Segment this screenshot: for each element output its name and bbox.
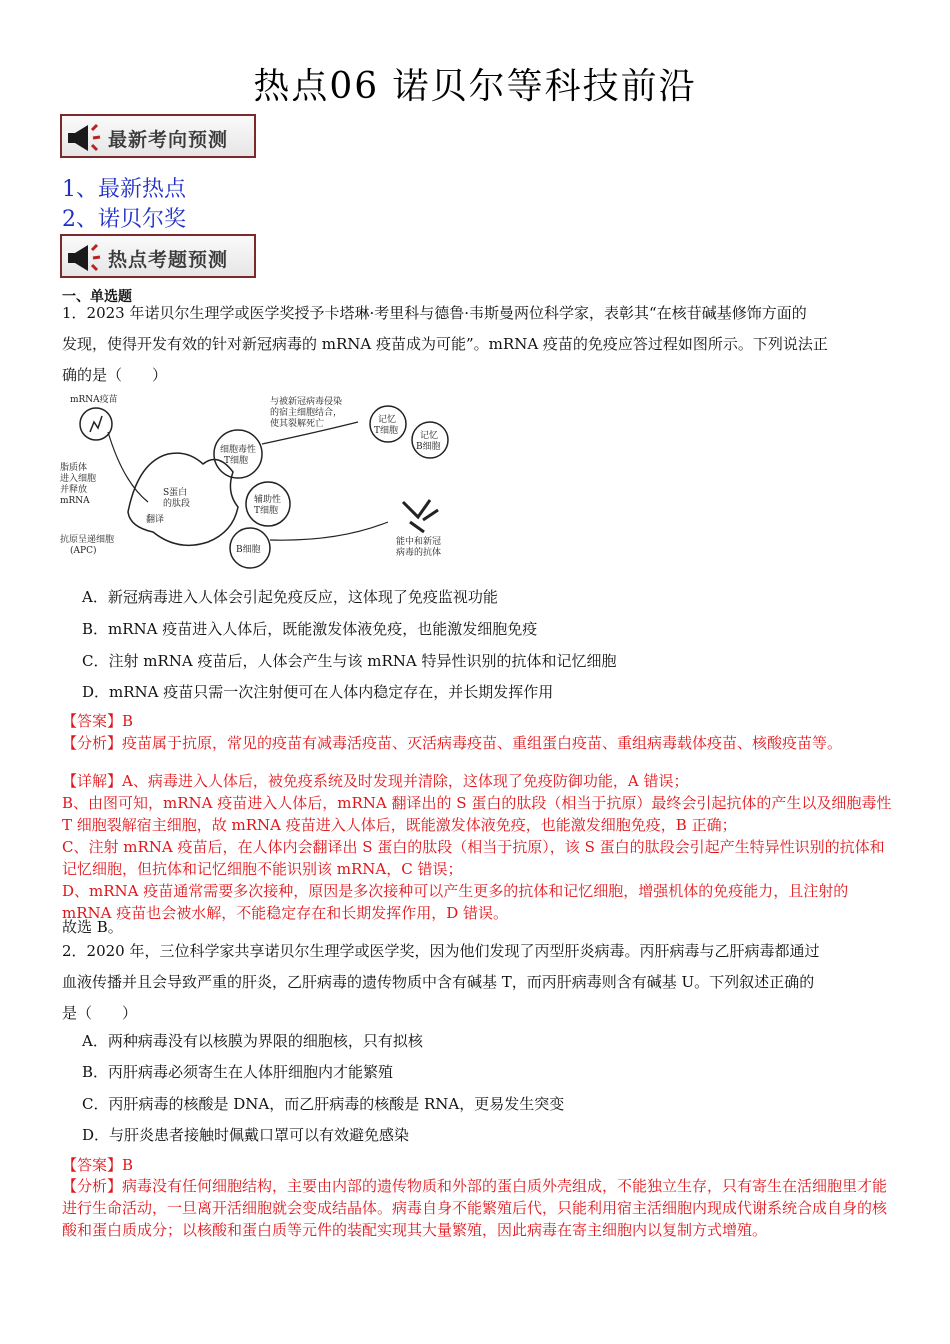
answer-tag: 【答案】 bbox=[62, 712, 123, 730]
label-s-peptide-2: 的肽段 bbox=[163, 499, 191, 509]
label-liposome-2: 进入细胞 bbox=[60, 474, 97, 484]
label-memory-b: 记忆 bbox=[420, 431, 439, 441]
label-helper-t-2: T细胞 bbox=[254, 506, 279, 516]
label-s-peptide: S蛋白 bbox=[163, 488, 188, 498]
option-a: A．新冠病毒进入人体会引起免疫反应，这体现了免疫监视功能 bbox=[82, 588, 498, 606]
stem-line: 1．2023 年诺贝尔生理学或医学奖授予卡塔琳·考里科与德鲁·韦斯曼两位科学家，表彰其“在核苷碱基修饰方面的 bbox=[62, 304, 807, 322]
option-c: C．注射 mRNA 疫苗后，人体会产生与该 mRNA 特异性识别的抗体和记忆细胞 bbox=[82, 652, 617, 670]
page-title: 热点06 诺贝尔等科技前沿 bbox=[253, 66, 697, 107]
analysis-2 bbox=[62, 1175, 892, 1241]
toc-item: 2、诺贝尔奖 bbox=[62, 207, 186, 232]
label-translation: 翻译 bbox=[146, 515, 165, 525]
label-helper-t: 辅助性 bbox=[254, 495, 282, 505]
label-antibody-2: 病毒的抗体 bbox=[396, 548, 442, 558]
banner-label: 热点考题预测 bbox=[108, 249, 229, 271]
label-memory-t: 记忆 bbox=[378, 415, 397, 425]
banner-hot-questions bbox=[60, 234, 256, 278]
analysis-text: 病毒没有任何细胞结构，主要由内部的遗传物质和外部的蛋白质外壳组成，不能独立生存，只有寄生在活细胞里才能进行生命活动，一旦离开活细胞就会变成结晶体。病毒自身不能繁殖后代，只能利用宿主活细胞内现成代谢系统合成自身的核酸和蛋白质成分；以核酸和蛋白质等元件的装配实现其大量繁殖，因此病毒在寄主细胞内以复制方式增殖。 bbox=[62, 1177, 888, 1239]
detail-line: C、注射 mRNA 疫苗后，在人体内会翻译出 S 蛋白的肽段（相当于抗原），该 S 蛋白的肽段会引起产生特异性识别的抗体和记忆细胞，但抗体和记忆细胞不能识别该 mRNA，C 错误； bbox=[62, 838, 885, 878]
stem-line: 血液传播并且会导致严重的肝炎，乙肝病毒的遗传物质中含有碱基 T，而丙肝病毒则含有碱基 U。下列叙述正确的 bbox=[62, 973, 815, 991]
label-liposome-3: 并释放 bbox=[60, 485, 88, 495]
antibody-shapes bbox=[403, 500, 438, 532]
option-d: D．mRNA 疫苗只需一次注射便可在人体内稳定存在，并长期发挥作用 bbox=[82, 683, 554, 701]
label-antibody: 能中和新冠 bbox=[396, 537, 442, 547]
answer-value: B bbox=[122, 1156, 134, 1174]
banner-label: 最新考向预测 bbox=[108, 129, 229, 151]
option-b: B．mRNA 疫苗进入人体后，既能激发体液免疫，也能激发细胞免疫 bbox=[82, 620, 538, 638]
label-host-cell-3: 使其裂解死亡 bbox=[270, 419, 325, 429]
stem-line: 2．2020 年，三位科学家共享诺贝尔生理学或医学奖，因为他们发现了丙型肝炎病毒。丙肝病毒与乙肝病毒都通过 bbox=[62, 942, 820, 960]
label-mrna-vaccine: mRNA疫苗 bbox=[70, 395, 118, 405]
section-heading: 一、单选题 bbox=[62, 289, 132, 305]
choose-b: 故选 B。 bbox=[62, 918, 123, 936]
detail-line: D、mRNA 疫苗通常需要多次接种，原因是多次接种可以产生更多的抗体和记忆细胞，增强机体的免疫能力，且注射的 mRNA 疫苗也会被水解，不能稳定存在和长期发挥作用，D 错误。 bbox=[62, 882, 849, 922]
label-apc-2: (APC) bbox=[70, 546, 97, 556]
banner-latest-forecast bbox=[60, 114, 256, 158]
label-apc: 抗原呈递细胞 bbox=[60, 535, 115, 545]
option-d: D．与肝炎患者接触时佩戴口罩可以有效避免感染 bbox=[82, 1126, 410, 1144]
mrna-immune-diagram bbox=[58, 392, 458, 572]
answer-tag: 【答案】 bbox=[62, 1156, 123, 1174]
label-liposome-4: mRNA bbox=[60, 496, 90, 506]
detail-1 bbox=[62, 770, 892, 924]
question-2-stem bbox=[62, 936, 892, 1029]
label-liposome: 脂质体 bbox=[60, 463, 88, 473]
stem-line: 是（ ） bbox=[62, 1004, 138, 1022]
option-c: C．丙肝病毒的核酸是 DNA，而乙肝病毒的核酸是 RNA，更易发生突变 bbox=[82, 1095, 565, 1113]
stem-line: 发现，使得开发有效的针对新冠病毒的 mRNA 疫苗成为可能”。mRNA 疫苗的免疫应答过程如图所示。下列说法正 bbox=[62, 335, 828, 353]
detail-line: A、病毒进入人体后，被免疫系统及时发现并清除，这体现了免疫防御功能，A 错误； bbox=[122, 772, 689, 790]
option-a: A．两种病毒没有以核膜为界限的细胞核，只有拟核 bbox=[82, 1032, 423, 1050]
analysis-1 bbox=[62, 732, 892, 754]
megaphone-icon bbox=[66, 120, 104, 154]
stem-line: 确的是（ ） bbox=[62, 366, 168, 384]
label-b-cell: B细胞 bbox=[236, 545, 261, 555]
answer-value: B bbox=[122, 712, 134, 730]
megaphone-icon bbox=[66, 240, 104, 274]
label-memory-b-2: B细胞 bbox=[416, 442, 441, 452]
label-memory-t-2: T细胞 bbox=[374, 426, 399, 436]
label-ctl: 细胞毒性 bbox=[220, 445, 257, 455]
detail-line: B、由图可知，mRNA 疫苗进入人体后，mRNA 翻译出的 S 蛋白的肽段（相当于抗原）最终会引起抗体的产生以及细胞毒性 T 细胞裂解宿主细胞，故 mRNA 疫苗进入人体后，既能激发体液免疫，也能激发细胞免疫，B 正确； bbox=[62, 794, 892, 834]
label-ctl-2: T细胞 bbox=[224, 456, 249, 466]
analysis-tag: 【分析】 bbox=[62, 1177, 123, 1195]
label-host-cell: 与被新冠病毒侵染 bbox=[270, 397, 343, 407]
answer-1 bbox=[62, 710, 892, 732]
question-1-stem bbox=[62, 298, 892, 391]
analysis-text: 疫苗属于抗原，常见的疫苗有减毒活疫苗、灭活病毒疫苗、重组蛋白疫苗、重组病毒载体疫苗、核酸疫苗等。 bbox=[122, 734, 843, 752]
option-b: B．丙肝病毒必须寄生在人体肝细胞内才能繁殖 bbox=[82, 1063, 394, 1081]
toc-item: 1、最新热点 bbox=[62, 177, 186, 202]
detail-tag: 【详解】 bbox=[62, 772, 123, 790]
answer-2 bbox=[62, 1154, 892, 1176]
label-host-cell-2: 的宿主细胞结合， bbox=[270, 408, 343, 418]
analysis-tag: 【分析】 bbox=[62, 734, 123, 752]
